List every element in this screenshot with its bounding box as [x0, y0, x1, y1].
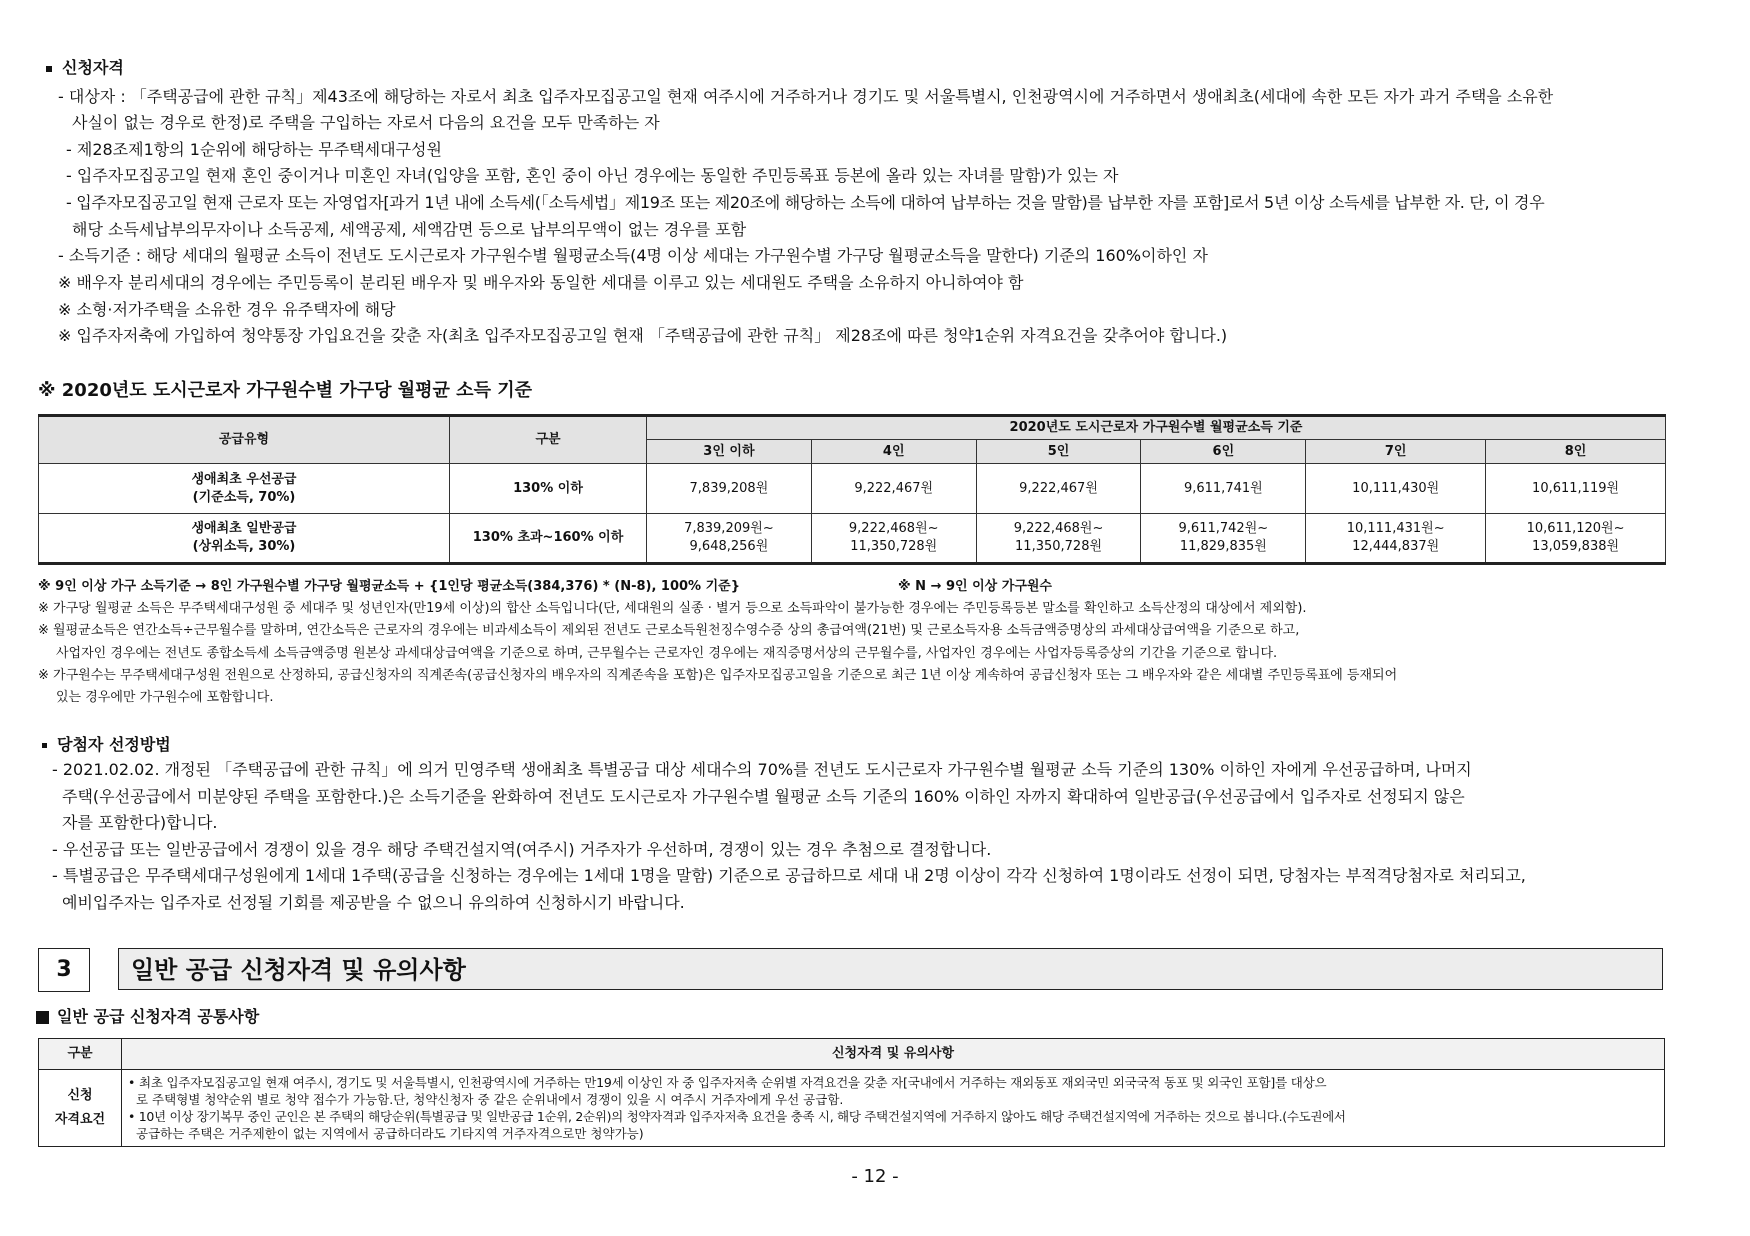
selection-line-5: 예비입주자는 입주자로 선정될 기회를 제공받을 수 없으니 유의하여 신청하시기 바랍니다.	[62, 893, 685, 912]
table-cell	[1306, 514, 1486, 564]
table-cell	[647, 514, 812, 564]
col-size-7: 7인	[1306, 440, 1486, 464]
page-number: - 12 -	[851, 1166, 899, 1187]
income-note-5: ※ 가구원수는 무주택세대구성원 전원으로 산정하되, 공급신청자의 직계존속(공급신청자의 배우자의 직계존속을 포함)은 입주자모집공고일을 기준으로 최근 1년 이상 계속하여 공급신청자 또는 그 배우자와 같은 세대별 주민등록표에 등재되어	[38, 668, 1398, 683]
square-bullet-icon	[46, 66, 52, 72]
col-size-6: 6인	[1141, 440, 1306, 464]
income-note-6: 있는 경우에만 가구원수에 포함합니다.	[56, 690, 274, 705]
table-cell: 9,222,467원	[811, 464, 976, 514]
row-label	[39, 1070, 122, 1147]
selection-line-2: 자를 포함한다)합니다.	[62, 813, 218, 832]
row-category: 130% 이하	[450, 464, 647, 514]
row-category: 130% 초과~160% 이하	[450, 514, 647, 564]
cell-high: 11,350,728원	[1015, 539, 1103, 554]
col-category: 구분	[450, 416, 647, 464]
col-size-8: 8인	[1486, 440, 1666, 464]
col-category: 구분	[39, 1039, 122, 1070]
cell-high: 12,444,837원	[1352, 539, 1440, 554]
cell-high: 13,059,838원	[1532, 539, 1620, 554]
table-cell	[1141, 514, 1306, 564]
row-type-line2: (상위소득, 30%)	[192, 539, 296, 554]
section-title: 일반 공급 신청자격 및 유의사항	[118, 948, 1663, 990]
income-note-3: ※ 월평균소득은 연간소득÷근무월수를 말하며, 연간소득은 근로자의 경우에는 비과세소득이 제외된 전년도 근로소득원천징수영수증 상의 총급여액(21번) 및 근로소득자용 소득금액증명상의 과세대상급여액을 기준으로 하고,	[38, 623, 1300, 638]
table-cell	[811, 514, 976, 564]
eligibility-title	[46, 58, 124, 78]
row-label-line2: 자격요건	[54, 1112, 106, 1127]
row-type-line2: (기준소득, 70%)	[192, 489, 296, 505]
row-content	[122, 1070, 1665, 1147]
table-cell	[976, 514, 1141, 564]
col-size-3: 3인 이하	[647, 440, 812, 464]
col-group: 2020년도 도시근로자 가구원수별 월평균소득 기준	[647, 416, 1666, 440]
requirement-item: • 최초 입주자모집공고일 현재 여주시, 경기도 및 서울특별시, 인천광역시에 거주하는 만19세 이상인 자 중 입주자저축 순위별 자격요건을 갖춘 자[국내에서 거주하는 재외동포 재외국민 외국국적 동포 및 외국인 포함]를 대상으	[128, 1075, 1327, 1090]
eligibility-title-text: 신청자격	[62, 58, 124, 77]
requirement-item: • 10년 이상 장기복무 중인 군인은 본 주택의 해당순위(특별공급 및 일반공급 1순위, 2순위)의 청약자격과 입주자저축 요건을 충족 시, 해당 주택건설지역에 거주하지 않아도 해당 주택건설지역에 거주하는 것으로 봅니다.(수도권에서	[128, 1109, 1346, 1124]
col-size-4: 4인	[811, 440, 976, 464]
square-bullet-icon	[42, 743, 47, 748]
col-supply-type: 공급유형	[39, 416, 450, 464]
row-type-line1: 생애최초 일반공급	[191, 521, 297, 536]
selection-line-4: - 특별공급은 무주택세대구성원에게 1세대 1주택(공급을 신청하는 경우에는 1세대 1명을 말함) 기준으로 공급하므로 세대 내 2명 이상이 각각 신청하여 1명이라도 선정이 되면, 당첨자는 부적격당첨자로 처리되고,	[52, 866, 1526, 885]
eligibility-line-7: ※ 배우자 분리세대의 경우에는 주민등록이 분리된 배우자 및 배우자와 동일한 세대를 이루고 있는 세대원도 주택을 소유하지 아니하여야 함	[58, 273, 1024, 292]
selection-line-3: - 우선공급 또는 일반공급에서 경쟁이 있을 경우 해당 주택건설지역(여주시) 거주자가 우선하며, 경쟁이 있는 경우 추첨으로 결정합니다.	[52, 840, 992, 859]
eligibility-line-0: - 대상자 : 「주택공급에 관한 규칙」제43조에 해당하는 자로서 최초 입주자모집공고일 현재 여주시에 거주하거나 경기도 및 서울특별시, 인천광역시에 거주하면서 생애최초(세대에 속한 모든 자가 과거 주택을 소유한	[58, 87, 1554, 106]
income-note-4: 사업자인 경우에는 전년도 종합소득세 소득금액증명 원본상 과세대상급여액을 기준으로 하며, 근무월수는 근로자인 경우에는 재직증명서상의 근무월수를, 사업자인 경우에는 사업자등록증상의 기간을 기준으로 합니다.	[56, 646, 1278, 661]
selection-title	[42, 735, 171, 755]
eligibility-line-9: ※ 입주자저축에 가입하여 청약통장 가입요건을 갖춘 자(최초 입주자모집공고일 현재 「주택공급에 관한 규칙」 제28조에 따른 청약1순위 자격요건을 갖추어야 합니다.)	[58, 326, 1228, 345]
cell-low: 9,222,468원~	[848, 521, 939, 536]
col-requirements: 신청자격 및 유의사항	[122, 1039, 1665, 1070]
row-label-line1: 신청	[67, 1088, 93, 1103]
table-cell: 7,839,208원	[647, 464, 812, 514]
income-note-2: ※ 가구당 월평균 소득은 무주택세대구성원 중 세대주 및 성년인자(만19세 이상)의 합산 소득입니다(단, 세대원의 실종 · 별거 등으로 소득파악이 불가능한 경우에는 주민등록등본 말소를 확인하고 소득산정의 대상에서 제외함).	[38, 601, 1307, 616]
row-supply-type	[39, 464, 450, 514]
square-bullet-icon	[36, 1011, 49, 1024]
cell-low: 10,611,120원~	[1526, 521, 1625, 536]
eligibility-line-3: - 입주자모집공고일 현재 혼인 중이거나 미혼인 자녀(입양을 포함, 혼인 중이 아닌 경우에는 동일한 주민등록표 등본에 올라 있는 자녀를 말함)가 있는 자	[66, 166, 1119, 185]
selection-title-text: 당첨자 선정방법	[57, 735, 171, 754]
cell-low: 7,839,209원~	[684, 521, 774, 536]
cell-high: 11,829,835원	[1179, 539, 1267, 554]
income-note-1-tail: ※ N → 9인 이상 가구원수	[898, 579, 1052, 594]
general-supply-table	[38, 1038, 1665, 1147]
table-cell: 10,111,430원	[1306, 464, 1486, 514]
table-cell: 10,611,119원	[1486, 464, 1666, 514]
table-cell	[1486, 514, 1666, 564]
table-cell: 9,222,467원	[976, 464, 1141, 514]
selection-line-0: - 2021.02.02. 개정된 「주택공급에 관한 규칙」에 의거 민영주택 생애최초 특별공급 대상 세대수의 70%를 전년도 도시근로자 가구원수별 월평균 소득 기준의 130% 이하인 자에게 우선공급하며, 나머지	[52, 760, 1472, 779]
income-note-1: ※ 9인 이상 가구 소득기준 → 8인 가구원수별 가구당 월평균소득 + {1인당 평균소득(384,376) * (N-8), 100% 기준}	[38, 579, 740, 594]
cell-low: 9,222,468원~	[1013, 521, 1104, 536]
section3-subheading-text: 일반 공급 신청자격 공통사항	[57, 1007, 260, 1026]
eligibility-line-4: - 입주자모집공고일 현재 근로자 또는 자영업자[과거 1년 내에 소득세(「소득세법」제19조 또는 제20조에 해당하는 소득에 대하여 납부하는 것을 말함)를 납부한 자를 포함]로서 5년 이상 소득세를 납부한 자. 단, 이 경우	[66, 193, 1545, 212]
cell-high: 11,350,728원	[850, 539, 938, 554]
section3-subheading	[36, 1007, 259, 1027]
table-row	[39, 1070, 1665, 1147]
requirement-item: 로 주택형별 청약순위 별로 청약 접수가 가능함.단, 청약신청자 중 같은 순위내에서 경쟁이 있을 시 여주시 거주자에게 우선 공급함.	[136, 1092, 844, 1107]
row-type-line1: 생애최초 우선공급	[191, 471, 297, 487]
table-cell: 9,611,741원	[1141, 464, 1306, 514]
section-number: 3	[38, 948, 90, 992]
eligibility-line-6: - 소득기준 : 해당 세대의 월평균 소득이 전년도 도시근로자 가구원수별 월평균소득(4명 이상 세대는 가구원수별 가구당 월평균소득을 말한다) 기준의 160%이하인 자	[58, 246, 1208, 265]
selection-line-1: 주택(우선공급에서 미분양된 주택을 포함한다.)은 소득기준을 완화하여 전년도 도시근로자 가구원수별 월평균 소득 기준의 160% 이하인 자까지 확대하여 일반공급(우선공급에서 입주자로 선정되지 않은	[62, 787, 1465, 806]
income-table	[38, 414, 1666, 565]
cell-low: 9,611,742원~	[1178, 521, 1269, 536]
row-supply-type	[39, 514, 450, 564]
cell-high: 9,648,256원	[689, 539, 769, 554]
eligibility-line-2: - 제28조제1항의 1순위에 해당하는 무주택세대구성원	[66, 140, 442, 159]
table-row	[39, 464, 1666, 514]
table-row	[39, 514, 1666, 564]
col-size-5: 5인	[976, 440, 1141, 464]
requirement-item: 공급하는 주택은 거주제한이 없는 지역에서 공급하더라도 기타지역 거주자격으로만 청약가능)	[136, 1126, 644, 1141]
eligibility-line-8: ※ 소형·저가주택을 소유한 경우 유주택자에 해당	[58, 300, 396, 319]
eligibility-line-1: 사실이 없는 경우로 한정)로 주택을 구입하는 자로서 다음의 요건을 모두 만족하는 자	[72, 113, 660, 132]
eligibility-line-5: 해당 소득세납부의무자이나 소득공제, 세액공제, 세액감면 등으로 납부의무액이 없는 경우를 포함	[72, 220, 747, 239]
cell-low: 10,111,431원~	[1346, 521, 1445, 536]
income-heading: ※ 2020년도 도시근로자 가구원수별 가구당 월평균 소득 기준	[38, 380, 532, 401]
